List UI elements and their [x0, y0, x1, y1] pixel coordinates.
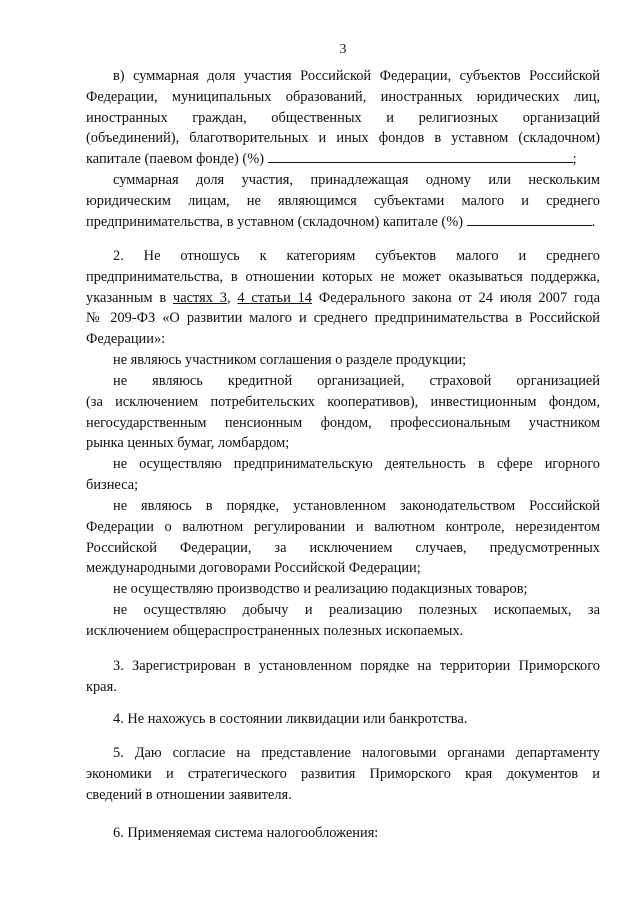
text-line: суммарная доля участия, принадлежащая одному или нескольким: [113, 172, 600, 188]
text-fragment: ;: [572, 151, 577, 168]
list-item: [86, 454, 600, 496]
text-line: не являюсь кредитной организацией, страховой организацией: [113, 373, 600, 389]
list-item: [86, 371, 600, 454]
text-line: 6. Применяемая система налогообложения:: [113, 825, 379, 841]
paragraph-2: [86, 246, 600, 350]
text-line: сведений в отношении заявителя.: [86, 786, 292, 803]
text-line: (за исключением потребительских кооперативов), инвестиционным фондом,: [86, 393, 600, 410]
text-line: [86, 149, 600, 170]
text-line: Федерации о валютном регулировании и валютном контроле, нерезидентом: [86, 518, 600, 535]
text-line: международными договорами Российской Федерации;: [86, 560, 421, 577]
text-line: рынка ценных бумаг, ломбардом;: [86, 435, 290, 452]
text-line: не являюсь в порядке, установленном законодательством Российской: [113, 498, 600, 514]
text-line: № 209-ФЗ «О развитии малого и среднего предпринимательства в Российской: [86, 310, 600, 327]
list-item: [86, 350, 600, 371]
text-line: экономики и стратегического развития Приморского края документов и: [86, 765, 600, 782]
paragraph-3: [86, 656, 600, 698]
list-item: [86, 579, 600, 600]
text-line: [86, 212, 600, 233]
list-item: [86, 496, 600, 579]
text-line: Российской Федерации, за исключением случаев, предусмотренных: [86, 539, 600, 556]
text-line: в) суммарная доля участия Российской Федерации, субъектов Российской: [113, 68, 600, 84]
text-line: юридическим лицам, не являющимся субъектами малого и среднего: [86, 192, 600, 209]
text-line: 3. Зарегистрирован в установленном порядке на территории Приморского: [113, 658, 600, 674]
text-line: (объединений), благотворительных и иных фондов в уставном (складочном): [86, 130, 600, 147]
text-line: Федерации, муниципальных образований, иностранных юридических лиц,: [86, 88, 600, 105]
text-line: Федерации»:: [86, 331, 166, 348]
text-line: не являюсь участником соглашения о разделе продукции;: [113, 352, 467, 368]
paragraph-v-share: [86, 170, 600, 232]
text-line: бизнеса;: [86, 476, 139, 493]
page-number: 3: [339, 42, 347, 57]
text-fragment: ,: [226, 289, 231, 306]
text-line: края.: [86, 678, 117, 695]
law-link-part3[interactable]: частях 3: [173, 289, 227, 306]
text-line: не осуществляю добычу и реализацию полезных ископаемых, за: [113, 602, 600, 618]
text-fragment: капитале (паевом фонде) (%): [86, 151, 264, 168]
text-line: не осуществляю производство и реализацию подакцизных товаров;: [113, 581, 528, 597]
text-line: [86, 288, 600, 309]
paragraph-v: [86, 66, 600, 170]
text-line: исключением общераспространенных полезных ископаемых.: [86, 622, 464, 639]
text-fragment: Федерального закона от 24 июля 2007 года: [318, 289, 601, 306]
text-line: иностранных граждан, общественных и религиозных организаций: [86, 109, 600, 126]
paragraph-4: [86, 709, 600, 730]
fill-in-blank: [467, 212, 592, 226]
paragraph-6: [86, 823, 600, 844]
fill-in-blank: [268, 149, 573, 163]
text-line: 4. Не нахожусь в состоянии ликвидации или банкротства.: [113, 711, 468, 727]
text-fragment: предпринимательства, в уставном (складочном) капитале (%): [86, 213, 464, 230]
law-link-article14[interactable]: 4 статьи 14: [237, 289, 313, 306]
text-line: 5. Даю согласие на представление налоговыми органами департаменту: [113, 745, 600, 761]
text-fragment: указанным в: [86, 289, 167, 306]
text-fragment: .: [591, 213, 596, 230]
text-line: 2. Не отношусь к категориям субъектов малого и среднего: [113, 248, 600, 264]
paragraph-5: [86, 743, 600, 805]
text-line: негосударственным пенсионным фондом, профессиональным участником: [86, 414, 600, 431]
text-line: предпринимательства, в отношении которых не может оказываться поддержка,: [86, 268, 600, 285]
text-line: не осуществляю предпринимательскую деятельность в сфере игорного: [113, 456, 600, 472]
list-item: [86, 600, 600, 642]
